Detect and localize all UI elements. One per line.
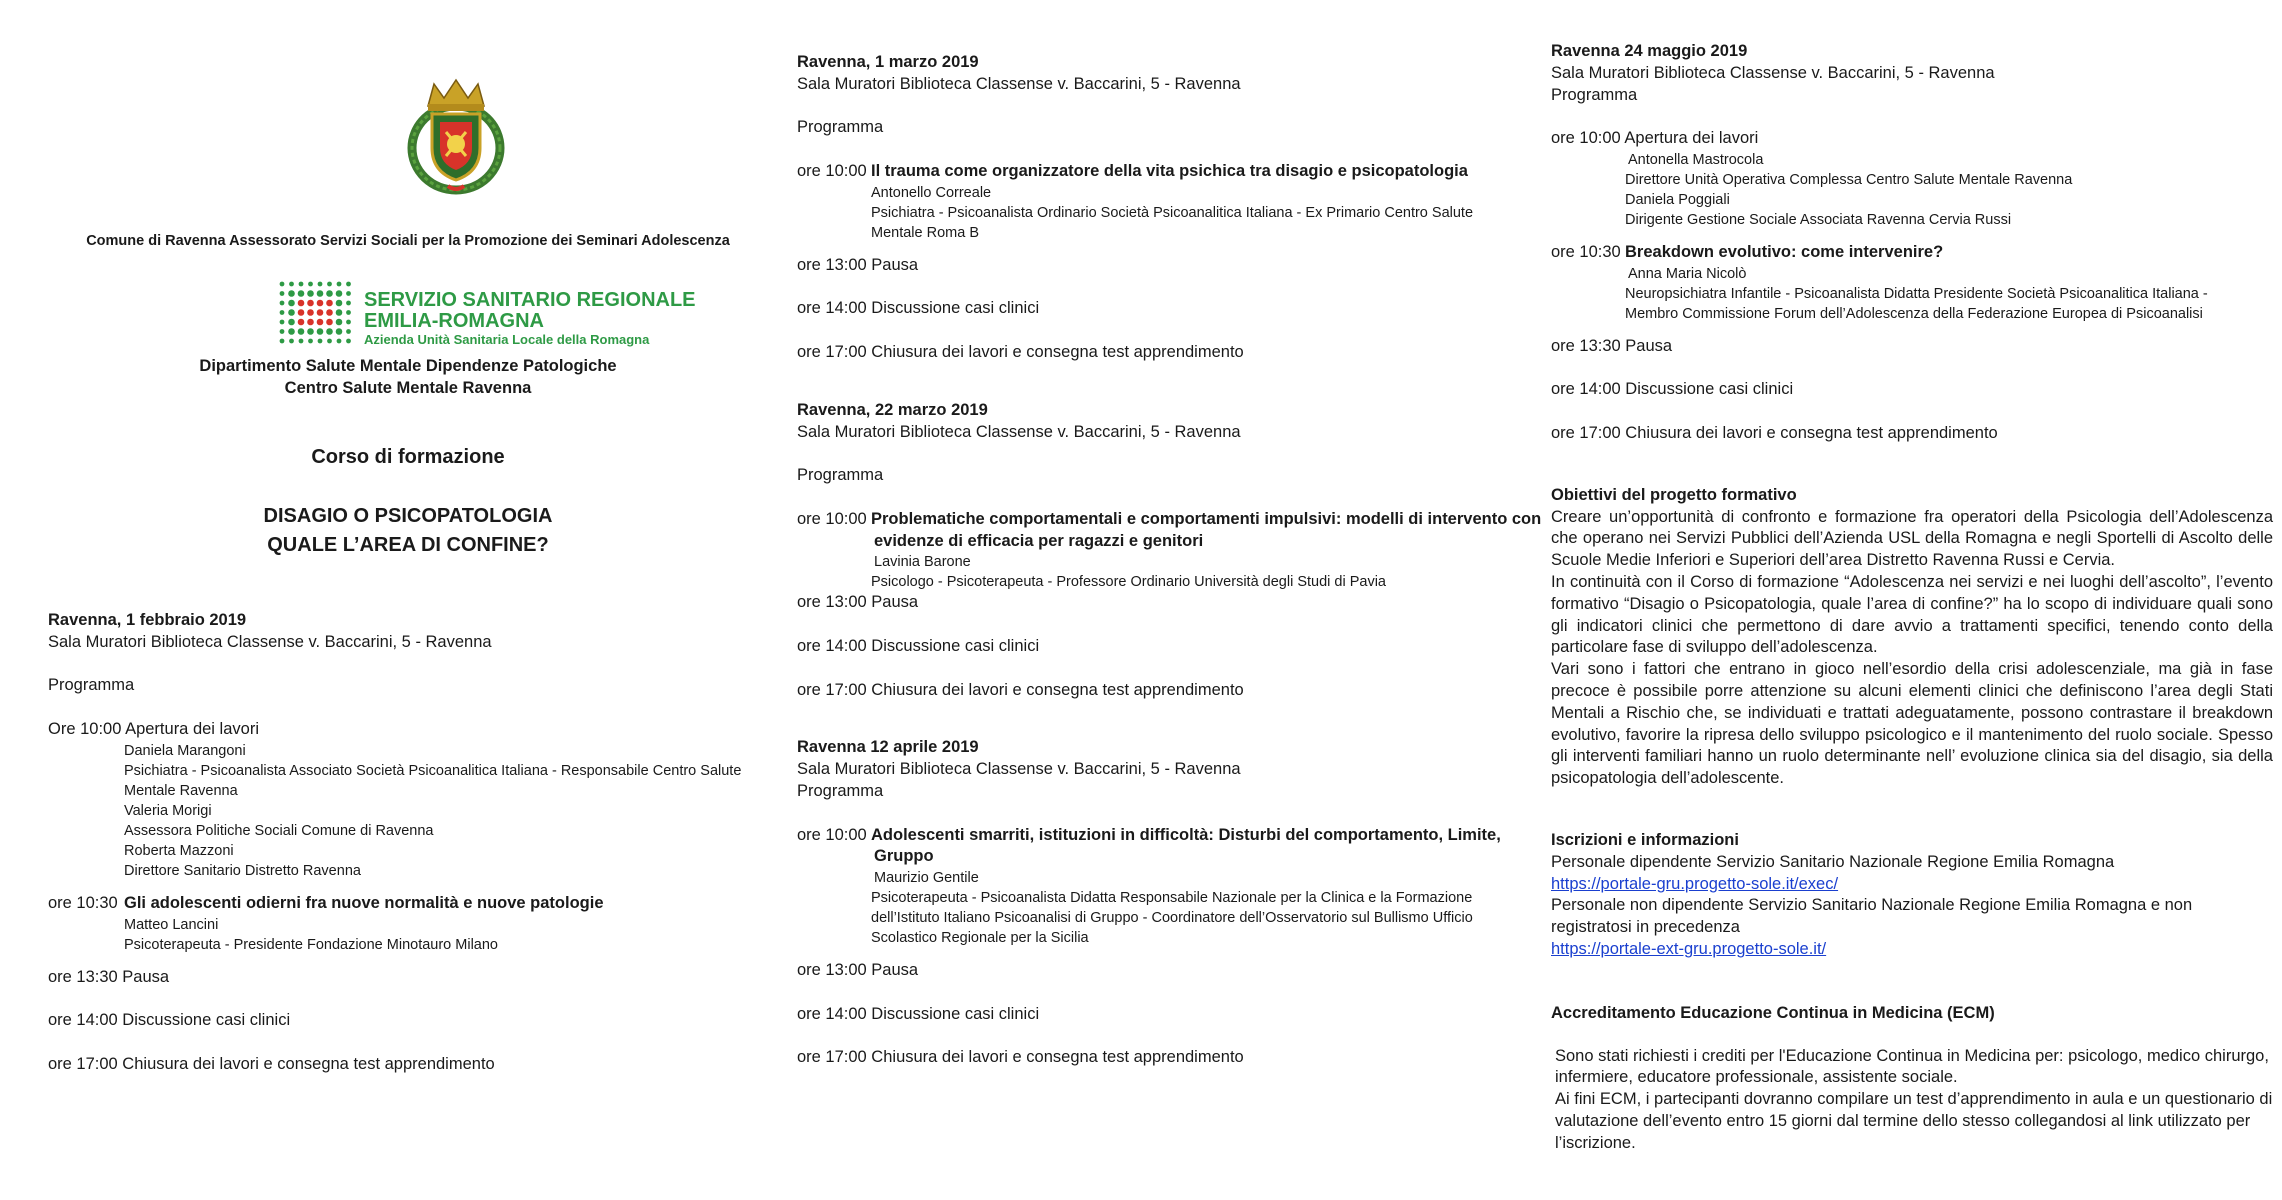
objectives-section xyxy=(1551,485,2273,790)
session-5-pausa: ore 13:30 Pausa xyxy=(1551,336,1673,355)
logo-dot xyxy=(326,309,333,316)
registration-section xyxy=(1551,830,2273,961)
logo-dot xyxy=(336,328,343,335)
logo-dot xyxy=(298,290,305,297)
ecm-para-1: Sono stati richiesti i crediti per l'Educazione Continua in Medicina per: psicologo, medico chirurgo, infermiere, educatore professionale, assistente sociale. xyxy=(1555,1046,2269,1087)
logo-dot xyxy=(337,282,342,287)
speaker-line: Dirigente Gestione Sociale Associata Ravenna Cervia Russi xyxy=(1625,211,2012,228)
ecm-section xyxy=(1551,1003,2273,1155)
session-3-venue: Sala Muratori Biblioteca Classense v. Baccarini, 5 - Ravenna xyxy=(797,422,1241,441)
logo-dot xyxy=(307,290,314,297)
session-4-chiusura: ore 17:00 Chiusura dei lavori e consegna test apprendimento xyxy=(797,1048,1244,1067)
session-1-date: Ravenna, 1 febbraio 2019 xyxy=(48,611,247,629)
session-5-talk: ore 10:30 Breakdown evolutivo: come intervenire? xyxy=(1551,242,1944,261)
session-4-pausa: ore 13:00 Pausa xyxy=(797,961,919,980)
logo-dot xyxy=(336,300,343,307)
logo-dot xyxy=(298,328,305,335)
speaker-line: Valeria Morigi xyxy=(124,802,212,819)
registration-heading: Iscrizioni e informazioni xyxy=(1551,830,1739,849)
session-2-pausa: ore 13:00 Pausa xyxy=(797,255,919,274)
logo-dot xyxy=(308,282,313,287)
logo-dot xyxy=(280,339,285,344)
logo-dot xyxy=(308,339,313,344)
logo-dot xyxy=(336,309,343,316)
logo-dot xyxy=(317,319,324,326)
speaker-line: Antonella Mastrocola xyxy=(1628,151,1764,168)
session-1-talk: ore 10:30 Gli adolescenti odierni fra nuove normalità e nuove patologie xyxy=(48,893,604,912)
session-1-opening: Ore 10:00 Apertura dei lavori xyxy=(48,719,259,738)
logo-dot xyxy=(280,329,285,334)
logo-dot xyxy=(326,290,333,297)
session-2-discussione: ore 14:00 Discussione casi clinici xyxy=(797,299,1040,318)
session-4 xyxy=(797,737,1532,1069)
session-2-programma: Programma xyxy=(797,118,884,137)
logo-dot xyxy=(346,282,351,287)
logo-dot xyxy=(346,320,351,325)
logo-dot xyxy=(317,300,324,307)
session-1-talk-speaker: Matteo Lancini Psicoterapeuta - Presidente Fondazione Minotauro Milano xyxy=(124,916,498,953)
session-1-programma: Programma xyxy=(48,676,135,695)
session-3-talk-title-2: evidenze di efficacia per ragazzi e genitori xyxy=(874,531,1204,550)
logo-dot xyxy=(298,309,305,316)
registration-line-2: Personale non dipendente Servizio Sanitario Nazionale Regione Emilia Romagna e non registratosi in precedenza xyxy=(1551,896,2193,937)
session-4-programma: Programma xyxy=(797,781,884,800)
session-5-programma: Programma xyxy=(1551,85,1638,104)
session-4-talk: ore 10:00 Adolescenti smarriti, istituzioni in difficoltà: Disturbi del comportamento, Limite, xyxy=(797,825,1501,844)
speaker-line: Psichiatra - Psicoanalista Associato Società Psicoanalitica Italiana - Responsabile Centro Salute xyxy=(124,762,742,779)
objectives-para-1: Creare un’opportunità di confronto e formazione fra operatori della Psicologia dell’Adolescenza che operano nei Servizi Pubblici dell’Azienda USL della Romagna e negli Sportelli di Ascolto delle Scuole Medie Inferiori e Superiori dell’area Distretto Ravenna Russi e Cervia. xyxy=(1551,507,2273,570)
event-title-line-1: DISAGIO O PSICOPATOLOGIA xyxy=(263,505,553,527)
logo-dot xyxy=(288,290,295,297)
session-1-discussione: ore 14:00 Discussione casi clinici xyxy=(48,1011,291,1030)
logo-dot xyxy=(280,301,285,306)
session-3-programma: Programma xyxy=(797,466,884,485)
course-label: Corso di formazione xyxy=(311,446,505,468)
session-3-talk: ore 10:00 Problematiche comportamentali e comportamenti impulsivi: modelli di intervento con xyxy=(797,509,1542,528)
logo-dot xyxy=(280,310,285,315)
session-3 xyxy=(797,400,1542,702)
logo-dot xyxy=(326,300,333,307)
session-2-talk: ore 10:00 Il trauma come organizzatore della vita psichica tra disagio e psicopatologia xyxy=(797,161,1468,180)
logo-dot xyxy=(317,290,324,297)
session-3-discussione: ore 14:00 Discussione casi clinici xyxy=(797,636,1040,655)
speaker-line: Daniela Poggiali xyxy=(1625,191,1730,208)
logo-line-2: EMILIA-ROMAGNA xyxy=(364,310,544,332)
logo-dot xyxy=(307,328,314,335)
logo-dot xyxy=(318,282,323,287)
department-block xyxy=(48,356,768,400)
session-4-date: Ravenna 12 aprile 2019 xyxy=(797,738,979,757)
session-1-venue: Sala Muratori Biblioteca Classense v. Baccarini, 5 - Ravenna xyxy=(48,632,492,651)
session-5-talk-speaker: Anna Maria Nicolò Neuropsichiatra Infantile - Psicoanalista Didatta Presidente Società Psicoanalitica Italiana - Membro Commissione Forum dell’Adolescenza della Federazione Europea di Psicoanalisi xyxy=(1625,265,2208,322)
speaker-line: Roberta Mazzoni xyxy=(124,842,234,859)
speaker-line: Assessora Politiche Sociali Comune di Ravenna xyxy=(124,822,434,839)
logo-dot xyxy=(280,320,285,325)
column-3 xyxy=(1551,41,2273,1154)
logo-dot xyxy=(327,282,332,287)
registration-line-1: Personale dipendente Servizio Sanitario Nazionale Regione Emilia Romagna xyxy=(1551,852,2115,871)
logo-dot xyxy=(299,282,304,287)
logo-dot xyxy=(288,319,295,326)
ravenna-crest-logo xyxy=(400,76,512,194)
objectives-para-2: In continuità con il Corso di formazione “Adolescenza nei servizi e nei luoghi dell’ascolto”, l’evento formativo “Disagio o Psicopatologia, quale l’area di confine?” ha lo scopo di individuare quali sono gli indicatori clinici che permettono di dare avvio a trattamenti specifici, tenendo conto della particolare fase di sviluppo dell’adolescenza. xyxy=(1551,572,2273,657)
session-2-venue: Sala Muratori Biblioteca Classense v. Baccarini, 5 - Ravenna xyxy=(797,74,1241,93)
session-3-date: Ravenna, 22 marzo 2019 xyxy=(797,400,988,419)
session-1-chiusura: ore 17:00 Chiusura dei lavori e consegna test apprendimento xyxy=(48,1054,495,1073)
speaker-line: Direttore Unità Operativa Complessa Centro Salute Mentale Ravenna xyxy=(1625,171,2073,188)
session-5 xyxy=(1551,41,2273,445)
logo-dot xyxy=(346,310,351,315)
logo-dot xyxy=(289,282,294,287)
session-2 xyxy=(797,52,1532,364)
department-line-2: Centro Salute Mentale Ravenna xyxy=(284,378,532,397)
session-4-talk-title-2: Gruppo xyxy=(874,847,934,866)
logo-dot xyxy=(298,319,305,326)
registration-link-1[interactable]: https://portale-gru.progetto-sole.it/exec/ xyxy=(1551,874,1839,893)
logo-line-1: SERVIZIO SANITARIO REGIONALE xyxy=(364,289,696,311)
logo-dot xyxy=(288,309,295,316)
logo-line-3: Azienda Unità Sanitaria Locale della Romagna xyxy=(364,332,650,347)
session-2-date: Ravenna, 1 marzo 2019 xyxy=(797,53,979,71)
logo-dot xyxy=(317,328,324,335)
logo-dot xyxy=(280,282,285,287)
ecm-para-2: Ai fini ECM, i partecipanti dovranno compilare un test d’apprendimento in aula e un questionario di valutazione dell’evento entro 15 giorni dal termine dello stesso collegandosi al link utilizzato per l’iscrizione. xyxy=(1555,1090,2273,1152)
logo-dot xyxy=(346,329,351,334)
session-5-venue: Sala Muratori Biblioteca Classense v. Baccarini, 5 - Ravenna xyxy=(1551,63,1995,82)
session-4-talk-speaker: Maurizio Gentile Psicoterapeuta - Psicoanalista Didatta Responsabile Nazionale per la Clinica e la Formazione dell’Istituto Italiano Psicoanalisi di Gruppo - Coordinatore dell’Osservatorio sul Bullismo Ufficio Scolastico Regionale per la Sicilia xyxy=(871,870,1473,947)
ecm-heading: Accreditamento Educazione Continua in Medicina (ECM) xyxy=(1551,1003,1995,1022)
session-3-talk-speaker: Lavinia Barone Psicologo - Psicoterapeuta - Professore Ordinario Università degli Studi di Pavia xyxy=(871,554,1386,591)
logo-dot xyxy=(336,319,343,326)
logo-dot xyxy=(327,339,332,344)
speaker-line: Daniela Marangoni xyxy=(124,742,246,759)
session-5-discussione: ore 14:00 Discussione casi clinici xyxy=(1551,380,1794,399)
session-4-venue: Sala Muratori Biblioteca Classense v. Baccarini, 5 - Ravenna xyxy=(797,760,1241,779)
objectives-para-3: Vari sono i fattori che entrano in gioco nell’esordio della crisi adolescenziale, ma già in fase precoce è possibile porre attenzione su alcuni elementi clinici che definiscono l’area degli Stati Mentali a Rischio che, se individuati e trattati adeguatamente, possono contrastare il breakdown evolutivo, favorire la ripresa dello sviluppo psicologico e il mantenimento del ruolo sociale. Spesso gli interventi familiari hanno un ruolo determinante nell’ evoluzione clinica sia del disagio, sia della psicopatologia dell’adolescente. xyxy=(1551,660,2273,788)
logo-dot xyxy=(317,309,324,316)
logo-dot xyxy=(318,339,323,344)
speaker-line: Direttore Sanitario Distretto Ravenna xyxy=(124,862,361,879)
registration-link-2[interactable]: https://portale-ext-gru.progetto-sole.it/ xyxy=(1551,939,1827,958)
logo-dot xyxy=(298,300,305,307)
department-line-1: Dipartimento Salute Mentale Dipendenze Patologiche xyxy=(199,357,617,375)
session-2-talk-speaker: Antonello Correale Psichiatra - Psicoanalista Ordinario Società Psicoanalitica Italiana - Ex Primario Centro Salute Mentale Roma B xyxy=(871,184,1474,241)
session-5-chiusura: ore 17:00 Chiusura dei lavori e consegna test apprendimento xyxy=(1551,423,1998,442)
logo-dot xyxy=(307,319,314,326)
logo-dot xyxy=(299,339,304,344)
session-2-chiusura: ore 17:00 Chiusura dei lavori e consegna test apprendimento xyxy=(797,342,1244,361)
servizio-sanitario-logo xyxy=(276,272,696,356)
logo-dot xyxy=(346,301,351,306)
session-5-speakers xyxy=(1551,150,2273,230)
session-5-date: Ravenna 24 maggio 2019 xyxy=(1551,42,1748,60)
event-title xyxy=(48,502,768,560)
logo-dot xyxy=(288,300,295,307)
session-1-pausa: ore 13:30 Pausa xyxy=(48,967,170,986)
objectives-heading: Obiettivi del progetto formativo xyxy=(1551,485,1797,504)
session-4-discussione: ore 14:00 Discussione casi clinici xyxy=(797,1004,1040,1023)
logo-dot xyxy=(336,290,343,297)
session-5-opening: ore 10:00 Apertura dei lavori xyxy=(1551,129,1759,148)
session-3-chiusura: ore 17:00 Chiusura dei lavori e consegna test apprendimento xyxy=(797,680,1244,699)
event-title-line-2: QUALE L’AREA DI CONFINE? xyxy=(267,534,549,556)
logo-dot xyxy=(326,319,333,326)
session-3-pausa: ore 13:00 Pausa xyxy=(797,593,919,612)
logo-dot xyxy=(288,328,295,335)
logo-dot xyxy=(307,309,314,316)
logo-dot xyxy=(307,300,314,307)
column-2 xyxy=(797,52,1542,1069)
logo-dot xyxy=(346,339,351,344)
session-1 xyxy=(48,610,753,1076)
organizer-line: Comune di Ravenna Assessorato Servizi Sociali per la Promozione dei Seminari Adolescenza xyxy=(86,233,730,249)
logo-dot xyxy=(280,291,285,296)
session-1-speakers xyxy=(48,741,753,881)
logo-dot xyxy=(289,339,294,344)
logo-dot xyxy=(326,328,333,335)
logo-dot xyxy=(346,291,351,296)
speaker-line: Mentale Ravenna xyxy=(124,782,238,799)
logo-dot xyxy=(337,339,342,344)
